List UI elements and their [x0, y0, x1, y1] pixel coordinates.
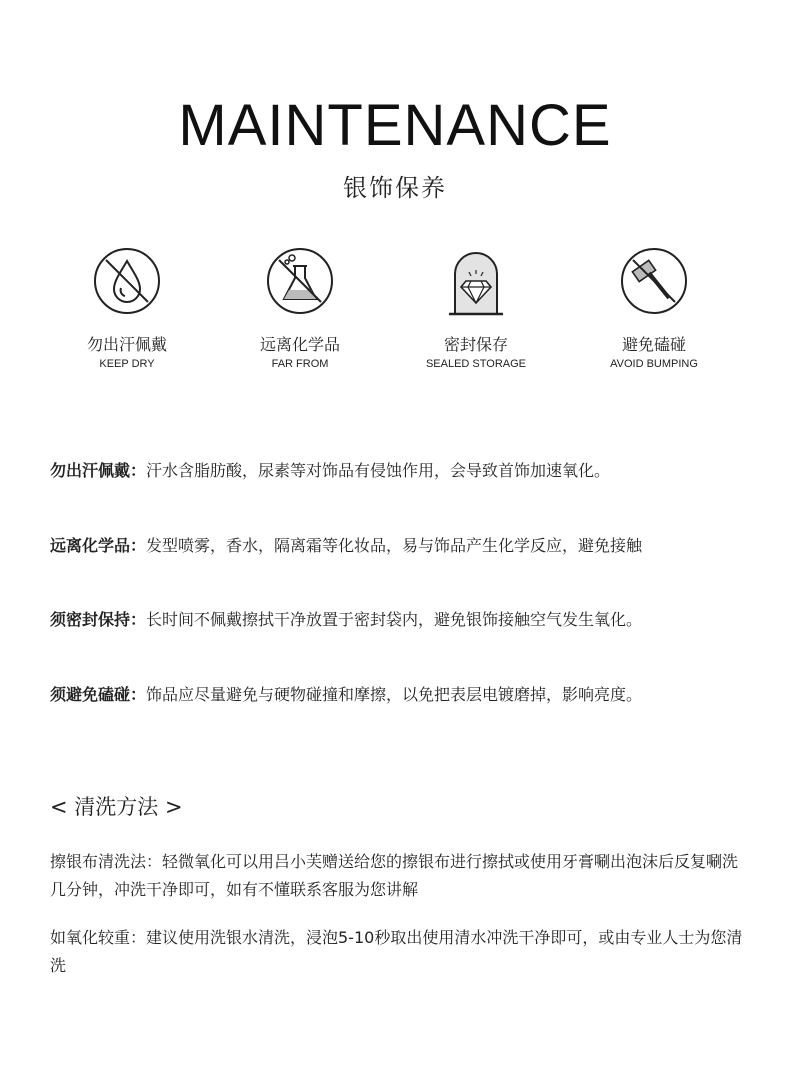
- care-text: 长时间不佩戴擦拭干净放置于密封袋内，避免银饰接触空气发生氧化。: [146, 610, 643, 629]
- care-row-keep-dry: [50, 458, 610, 481]
- icon-item-sealed-storage: [386, 246, 566, 370]
- icon-label-cn: 远离化学品: [259, 335, 340, 354]
- page-subtitle: 银饰保养: [343, 174, 447, 202]
- icon-label-cn: 勿出汗佩戴: [86, 335, 167, 354]
- cleaning-paragraph-2: 如氧化较重：建议使用洗银水清洗，浸泡5-10秒取出使用清水冲洗干净即可，或由专业人士为您清洗: [50, 928, 743, 975]
- icon-label-en: SEALED STORAGE: [425, 358, 527, 370]
- sealed-storage-icon: [441, 246, 511, 316]
- care-key: 须避免磕碰：: [50, 685, 147, 704]
- care-key: 须密封保持：: [50, 610, 147, 629]
- care-text: 发型喷雾，香水，隔离霜等化妆品，易与饰品产生化学反应，避免接触: [146, 536, 643, 555]
- cleaning-section-title: < 清洗方法 >: [50, 795, 183, 819]
- icon-item-far-from: [210, 246, 390, 370]
- care-row-sealed: [50, 607, 642, 630]
- care-text: 汗水含脂肪酸，尿素等对饰品有侵蚀作用，会导致首饰加速氧化。: [146, 461, 611, 480]
- cleaning-paragraph-1: 擦银布清洗法：轻微氧化可以用吕小芙赠送给您的擦银布进行擦拭或使用牙膏唰出泡沫后反复唰洗几分钟，冲洗干净即可，如有不懂联系客服为您讲解: [50, 852, 739, 899]
- care-key: 勿出汗佩戴：: [50, 461, 147, 480]
- care-row-chemicals: [50, 533, 642, 556]
- page-title: MAINTENANCE: [178, 93, 612, 158]
- icon-label-en: FAR FROM: [271, 358, 329, 370]
- icon-label-en: AVOID BUMPING: [610, 358, 698, 370]
- icon-label-cn: 密封保存: [443, 335, 508, 354]
- care-row-bumping: [50, 682, 642, 705]
- no-hammer-icon: [619, 246, 689, 316]
- care-text: 饰品应尽量避免与硬物碰撞和摩擦，以免把表层电镀磨掉，影响亮度。: [146, 685, 643, 704]
- icon-item-keep-dry: [37, 246, 217, 370]
- icon-item-avoid-bumping: [564, 246, 744, 370]
- no-chemicals-icon: [265, 246, 335, 316]
- care-key: 远离化学品：: [50, 536, 147, 555]
- icon-label-cn: 避免磕碰: [621, 335, 686, 354]
- no-water-icon: [92, 246, 162, 316]
- icon-label-en: KEEP DRY: [99, 358, 155, 370]
